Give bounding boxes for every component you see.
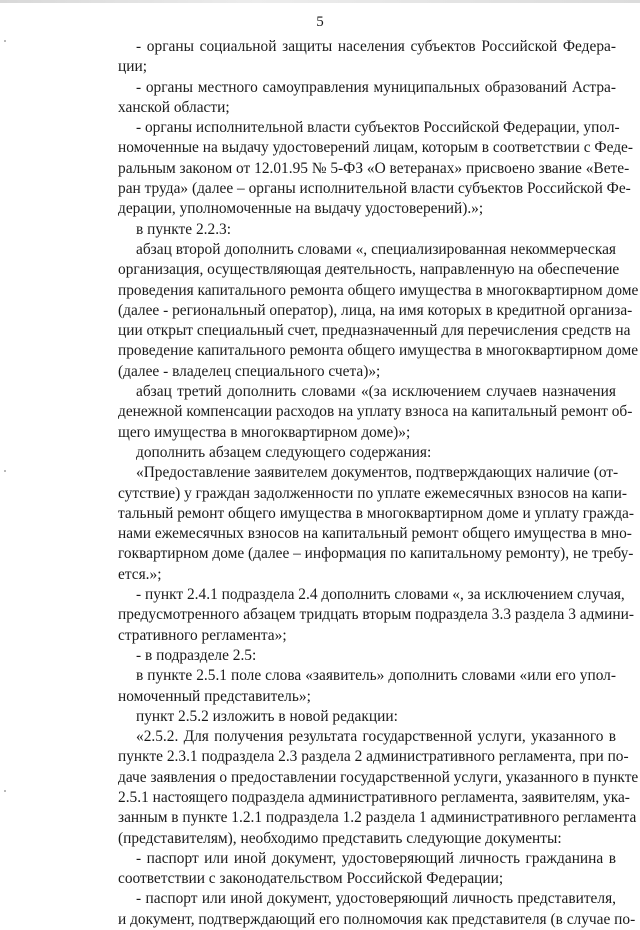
text-line: ральным законом от 12.01.95 № 5-ФЗ «О ветеранах» присвоено звание «Вете- — [118, 159, 630, 177]
text-line: - органы местного самоуправления муниципальных образований Астра- — [136, 78, 616, 96]
paragraph — [118, 382, 633, 443]
paragraph — [136, 443, 616, 463]
paragraph — [136, 707, 616, 727]
text-line: в пункте 2.2.3: — [136, 220, 232, 238]
paragraph — [118, 889, 636, 930]
text-line: - паспорт или иной документ, удостоверяющий личность гражданина в — [136, 849, 616, 867]
text-line: в пункте 2.5.1 поле слова «заявитель» дополнить словами «или его упол- — [136, 667, 616, 685]
paragraph — [118, 240, 639, 382]
document-body — [118, 37, 639, 930]
text-line: - органы социальной защиты населения субъектов Российской Федера- — [136, 38, 616, 55]
text-line: - в подразделе 2.5: — [136, 646, 257, 664]
paragraph — [118, 666, 616, 707]
text-line: ран труда» (далее – органы исполнительной власти субъектов Российской Фе- — [118, 180, 631, 198]
text-line: (далее - владелец специального счета)»; — [118, 362, 381, 380]
text-line: (представителям), необходимо представить следующие документы: — [118, 829, 562, 847]
text-line: номоченный представитель»; — [118, 687, 311, 705]
text-line: соответствии с законодательством Российской Федерации; — [118, 870, 504, 888]
paragraph — [118, 727, 639, 849]
text-line: проведение капитального ремонта общего имущества в многоквартирном доме — [118, 342, 639, 360]
paragraph — [118, 849, 616, 890]
paragraph — [136, 220, 616, 240]
text-line: предусмотренного абзацем тридцать вторым подраздела 3.3 раздела 3 админи- — [118, 606, 634, 624]
text-line: «2.5.2. Для получения результата государственной услуги, указанного в — [136, 728, 616, 746]
text-line: щего имущества в многоквартирном доме)»; — [118, 423, 411, 441]
text-line: пункт 2.5.2 изложить в новой редакции: — [136, 707, 398, 725]
text-line: пункте 2.3.1 подраздела 2.3 раздела 2 административного регламента, при по- — [118, 748, 629, 766]
text-line: ции открыт специальный счет, предназначенный для перечисления средств на — [118, 322, 631, 340]
text-line: и документ, подтверждающий его полномочия как представителя (в случае по- — [118, 910, 636, 928]
page-number: 5 — [316, 14, 324, 30]
paragraph — [118, 118, 633, 219]
text-line: стративного регламента»; — [118, 626, 287, 644]
text-line: занным в пункте 1.2.1 подраздела 1.2 раздела 1 административного регламента — [118, 809, 637, 827]
text-line: дополнить абзацем следующего содержания: — [136, 443, 432, 461]
text-line: даче заявления о предоставлении государственной услуги, указанного в пункте — [118, 768, 639, 786]
text-line: абзац второй дополнить словами «, специализированная некоммерческая — [136, 240, 616, 258]
text-line: организация, осуществляющая деятельность, направленную на обеспечение — [118, 261, 620, 279]
paragraph — [118, 463, 634, 585]
text-line: ется.»; — [118, 565, 162, 583]
text-line: ции; — [118, 58, 147, 76]
text-line: - пункт 2.4.1 подраздела 2.4 дополнить словами «, за исключением случая, — [136, 586, 625, 604]
scan-mark — [4, 470, 6, 472]
scan-mark — [4, 790, 6, 792]
scan-mark — [4, 40, 6, 42]
text-line: нами ежемесячных взносов на капитальный ремонт общего имущества в мно- — [118, 525, 632, 543]
text-line: номоченные на выдачу удостоверений лицам, которым в соответствии с Феде- — [118, 139, 633, 157]
text-line: абзац третий дополнить словами «(за исключением случаев назначения — [136, 383, 616, 401]
text-line: тальный ремонт общего имущества в многоквартирном доме и уплату гражда- — [118, 504, 634, 522]
text-line: «Предоставление заявителем документов, подтверждающих наличие (от- — [136, 464, 619, 482]
paragraph — [118, 78, 616, 119]
text-line: дерации, уполномоченные на выдачу удостоверений).»; — [118, 200, 484, 218]
text-line: - паспорт или иной документ, удостоверяющий личность представителя, — [136, 890, 616, 908]
text-line: (далее - региональный оператор), лица, на имя которых в кредитной организа- — [118, 301, 633, 319]
paragraph — [118, 585, 634, 646]
text-line: - органы исполнительной власти субъектов Российской Федерации, упол- — [136, 119, 620, 137]
text-line: ханской области; — [118, 98, 230, 116]
scan-edge — [0, 0, 640, 3]
text-line: гоквартирном доме (далее – информация по капитальному ремонту), не требу- — [118, 545, 634, 563]
text-line: сутствие) у граждан задолженности по уплате ежемесячных взносов на капи- — [118, 484, 627, 502]
text-line: проведения капитального ремонта общего имущества в многоквартирном доме — [118, 281, 639, 299]
paragraph — [118, 37, 616, 78]
text-line: 2.5.1 настоящего подраздела административного регламента, заявителям, ука- — [118, 788, 630, 806]
paragraph — [118, 646, 616, 666]
text-line: денежной компенсации расходов на уплату взноса на капитальный ремонт об- — [118, 403, 633, 421]
